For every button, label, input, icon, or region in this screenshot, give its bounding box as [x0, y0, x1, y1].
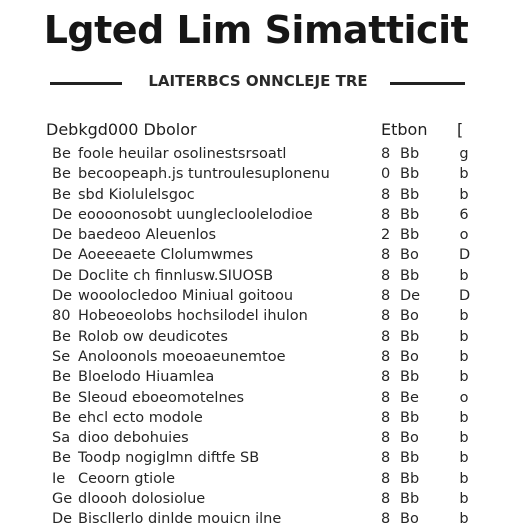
row-mark: g: [459, 146, 469, 162]
table-row: [0, 227, 512, 247]
row-code: Ge: [52, 491, 73, 508]
header-amount: Etbon: [381, 120, 428, 139]
row-code: Ie: [52, 470, 66, 487]
table-row: [0, 187, 512, 207]
header-mark: [: [457, 120, 464, 139]
row-value-a: 8: [381, 267, 391, 284]
document-title: Lgted Lim Simatticit: [43, 8, 469, 52]
row-value-b: Bb: [400, 491, 420, 508]
row-code: De: [52, 247, 73, 264]
row-description: Rolob ow deudicotes: [78, 328, 228, 345]
table-row: [0, 146, 512, 166]
row-value-a: 8: [381, 348, 391, 365]
table-row: [0, 369, 512, 389]
row-value-a: 8: [381, 206, 391, 223]
row-value-a: 2: [381, 227, 391, 244]
row-value-a: 8: [381, 389, 391, 406]
table-row: [0, 166, 512, 186]
row-value-b: Bb: [400, 450, 420, 467]
table-row: [0, 430, 512, 450]
row-description: sbd Kiolulelsgoc: [78, 186, 195, 203]
row-value-b: Bo: [400, 247, 419, 264]
right-divider: [390, 82, 465, 85]
row-description: baedeoo Aleuenlos: [78, 227, 217, 244]
row-value-a: 8: [381, 450, 391, 467]
row-mark: b: [459, 186, 469, 203]
row-code: Be: [52, 389, 71, 406]
row-mark: b: [459, 369, 469, 386]
table-row: [0, 207, 512, 227]
table-body: [0, 146, 512, 532]
row-mark: b: [459, 308, 469, 325]
row-value-a: 8: [381, 430, 391, 447]
row-code: Be: [52, 369, 71, 386]
document-subtitle: LAITERBCS ONNCLEJE TRE: [148, 72, 368, 90]
row-description: Doclite ch finnlusw.SIUOSB: [78, 267, 274, 284]
row-mark: o: [459, 227, 469, 244]
row-mark: 6: [459, 206, 469, 223]
row-code: De: [52, 267, 73, 284]
table-row: [0, 268, 512, 288]
row-value-a: 8: [381, 328, 391, 345]
row-description: dioo debohuies: [78, 430, 189, 447]
table-row: [0, 329, 512, 349]
row-description: foole heuilar osolinestsrsoatl: [78, 146, 287, 162]
row-value-b: Bb: [400, 328, 420, 345]
row-code: Be: [52, 166, 71, 183]
row-value-a: 8: [381, 511, 391, 528]
row-value-b: Bb: [400, 166, 420, 183]
row-description: eoooonosobt uunglecloolelodioe: [78, 206, 313, 223]
table-row: [0, 471, 512, 491]
row-value-b: Bb: [400, 267, 420, 284]
row-value-a: 8: [381, 369, 391, 386]
row-code: Be: [52, 186, 71, 203]
row-value-b: Bb: [400, 146, 420, 162]
row-code: De: [52, 288, 73, 305]
row-mark: b: [459, 348, 469, 365]
row-mark: b: [459, 166, 469, 183]
row-value-b: Bo: [400, 511, 419, 528]
table-row: [0, 288, 512, 308]
row-value-b: Bb: [400, 369, 420, 386]
row-description: Bloelodo Hiuamlea: [78, 369, 215, 386]
table-row: [0, 450, 512, 470]
row-code: 80: [52, 308, 71, 325]
row-description: Aoeeeaete Clolumwmes: [78, 247, 254, 264]
row-mark: b: [459, 409, 469, 426]
row-mark: D: [459, 247, 471, 264]
row-value-b: Bb: [400, 470, 420, 487]
row-value-a: 8: [381, 146, 391, 162]
row-code: Be: [52, 409, 71, 426]
subtitle-row: [0, 70, 512, 94]
row-value-a: 8: [381, 470, 391, 487]
row-mark: b: [459, 450, 469, 467]
row-code: De: [52, 227, 73, 244]
row-description: Ceoorn gtiole: [78, 470, 176, 487]
row-mark: b: [459, 430, 469, 447]
table-row: [0, 247, 512, 267]
row-value-a: 8: [381, 409, 391, 426]
row-value-a: 8: [381, 491, 391, 508]
row-description: ehcl ecto modole: [78, 409, 203, 426]
row-code: Se: [52, 348, 71, 365]
row-mark: o: [459, 389, 469, 406]
row-value-b: Bb: [400, 409, 420, 426]
row-value-b: Bb: [400, 186, 420, 203]
row-description: Toodp nogiglmn diftfe SB: [78, 450, 260, 467]
row-description: wooolocledoo Miniual goitoou: [78, 288, 294, 305]
row-description: Anoloonols moeoaeunemtoe: [78, 348, 286, 365]
table-row: [0, 390, 512, 410]
row-mark: b: [459, 267, 469, 284]
row-code: De: [52, 206, 73, 223]
row-mark: b: [459, 511, 469, 528]
left-divider: [50, 82, 122, 85]
table-row: [0, 349, 512, 369]
row-value-a: 8: [381, 247, 391, 264]
row-value-a: 8: [381, 186, 391, 203]
header-description: Debkgd000 Dbolor: [46, 120, 197, 139]
row-mark: b: [459, 470, 469, 487]
row-description: Sleoud eboeomotelnes: [78, 389, 245, 406]
row-code: Sa: [52, 430, 71, 447]
table-row: [0, 511, 512, 531]
row-code: Be: [52, 146, 71, 162]
row-code: Be: [52, 450, 71, 467]
row-code: De: [52, 511, 73, 528]
table-header: [0, 120, 512, 142]
row-mark: b: [459, 328, 469, 345]
table-row: [0, 410, 512, 430]
row-code: Be: [52, 328, 71, 345]
row-description: Biscllerlo dinlde mouicn ilne: [78, 511, 282, 528]
row-value-a: 8: [381, 308, 391, 325]
row-description: dloooh dolosiolue: [78, 491, 206, 508]
row-mark: D: [459, 288, 471, 305]
row-value-a: 8: [381, 288, 391, 305]
row-value-b: Bo: [400, 348, 419, 365]
row-description: Hobeoeolobs hochsilodel ihulon: [78, 308, 308, 325]
row-value-b: Be: [400, 389, 419, 406]
table-row: [0, 491, 512, 511]
row-value-b: Bo: [400, 308, 419, 325]
row-description: becoopeaph.js tuntroulesuplonenu: [78, 166, 330, 183]
row-value-b: Bo: [400, 430, 419, 447]
row-value-b: De: [400, 288, 421, 305]
row-value-b: Bb: [400, 206, 420, 223]
row-value-a: 0: [381, 166, 391, 183]
table-row: [0, 308, 512, 328]
row-mark: b: [459, 491, 469, 508]
row-value-b: Bb: [400, 227, 420, 244]
